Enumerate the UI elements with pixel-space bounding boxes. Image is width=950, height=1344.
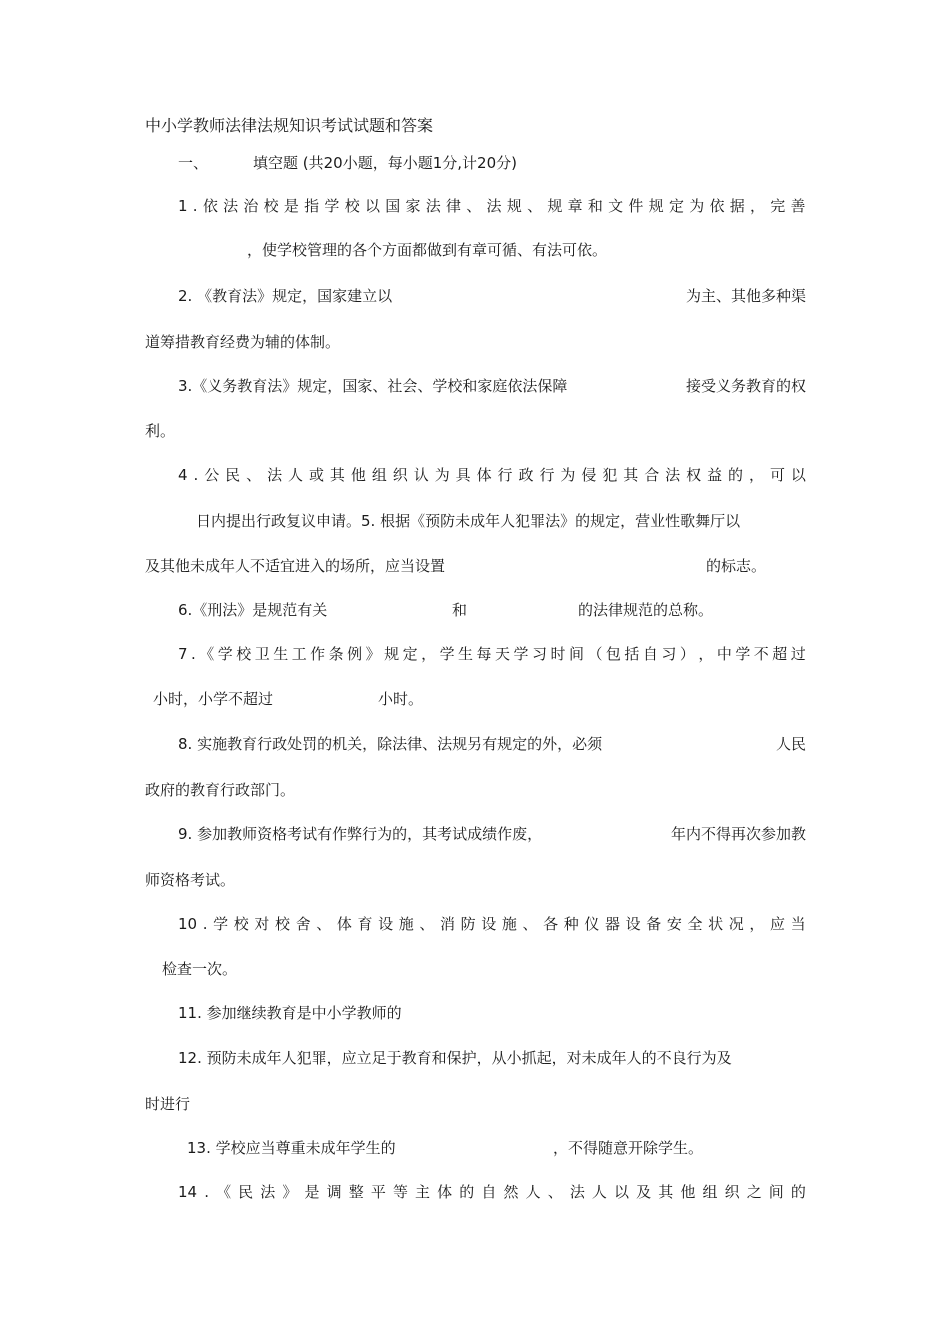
question-6-mid: 和 [452, 601, 468, 619]
text-char: 育 [357, 915, 373, 933]
question-12: 12. 预防未成年人犯罪，应立足于教育和保护，从小抓起，对未成年人的不良行为及 [178, 1049, 732, 1067]
text-char: . [204, 1183, 209, 1201]
text-char: （ [587, 645, 603, 663]
text-char: 或 [308, 466, 324, 484]
text-char: 自 [481, 1183, 497, 1201]
text-char: 权 [686, 466, 702, 484]
text-char: 侵 [581, 466, 597, 484]
text-char: 学 [513, 645, 529, 663]
text-char: ， [698, 645, 714, 663]
text-char: 生 [273, 645, 289, 663]
text-char: 校 [236, 645, 252, 663]
text-char: 每 [476, 645, 492, 663]
text-char: 、 [246, 466, 262, 484]
text-char: 工 [291, 645, 307, 663]
text-char: 况 [728, 915, 744, 933]
question-6: 6.《刑法》是规范有关 [178, 601, 328, 619]
question-11: 11. 参加继续教育是中小学教师的 [178, 1004, 402, 1022]
text-char: 据 [729, 197, 745, 215]
text-char: 家 [405, 197, 421, 215]
text-char: 平 [370, 1183, 386, 1201]
text-char: 、 [419, 915, 435, 933]
text-char: 以 [614, 1183, 630, 1201]
text-char: 法 [223, 197, 239, 215]
section-number: 一、 [178, 154, 209, 172]
text-char: 章 [567, 197, 583, 215]
text-char: 体 [437, 1183, 453, 1201]
text-char: 设 [625, 915, 641, 933]
text-char: 状 [708, 915, 724, 933]
text-char: 以 [364, 197, 380, 215]
text-char: 织 [392, 466, 408, 484]
text-char: 的 [790, 1183, 806, 1201]
text-char: 依 [202, 197, 218, 215]
question-5-right: 的标志。 [706, 557, 767, 575]
question-12-cont: 时进行 [145, 1095, 191, 1113]
text-char: 对 [254, 915, 270, 933]
question-8-cont: 政府的教育行政部门。 [145, 781, 296, 799]
text-char: 其 [623, 466, 639, 484]
text-char: . [202, 915, 208, 933]
text-char: 法 [665, 466, 681, 484]
text-char: 国 [385, 197, 401, 215]
text-char: 当 [790, 915, 806, 933]
text-char: 组 [702, 1183, 718, 1201]
text-char: 文 [608, 197, 624, 215]
text-char: 时 [550, 645, 566, 663]
text-char: 校 [233, 915, 249, 933]
question-10-cont: 检查一次。 [162, 960, 238, 978]
text-char: 织 [724, 1183, 740, 1201]
text-char: 卫 [254, 645, 270, 663]
text-char: 体 [476, 466, 492, 484]
text-char: 规 [648, 197, 664, 215]
question-7-cont-right: 小时。 [378, 690, 424, 708]
question-8: 8. 实施教育行政处罚的机关，除法律、法规另有规定的外，必须 [178, 735, 603, 753]
question-2-right: 为主、其他多种渠 [685, 287, 806, 305]
text-char: 括 [624, 645, 640, 663]
text-char: 种 [563, 915, 579, 933]
text-char: 行 [497, 466, 513, 484]
text-char: 法 [267, 466, 283, 484]
text-char: 超 [772, 645, 788, 663]
text-char: 消 [439, 915, 455, 933]
question-7 [178, 644, 806, 664]
text-char: 完 [770, 197, 786, 215]
text-char: 学 [735, 645, 751, 663]
text-char: 的 [459, 1183, 475, 1201]
text-char: 防 [460, 915, 476, 933]
text-char: ， [421, 645, 437, 663]
text-char: ， [749, 915, 765, 933]
text-char: 》 [282, 1183, 298, 1201]
text-char: 具 [455, 466, 471, 484]
text-char: 等 [392, 1183, 408, 1201]
text-char: 民 [238, 1183, 254, 1201]
text-char: 为 [434, 466, 450, 484]
text-char: 舍 [295, 915, 311, 933]
text-char: 善 [790, 197, 806, 215]
question-4 [178, 465, 806, 485]
question-1-cont: ，使学校管理的各个方面都做到有章可循、有法可依。 [247, 241, 608, 259]
text-char: 可 [769, 466, 785, 484]
text-char: ， [750, 197, 766, 215]
question-9: 9. 参加教师资格考试有作弊行为的，其考试成绩作废， [178, 825, 543, 843]
text-char: 学 [217, 645, 233, 663]
text-char: 安 [666, 915, 682, 933]
text-char: 规 [384, 645, 400, 663]
text-char: 整 [348, 1183, 364, 1201]
text-char: 习 [661, 645, 677, 663]
text-char: 间 [568, 645, 584, 663]
text-char: 公 [204, 466, 220, 484]
text-char: 为 [560, 466, 576, 484]
text-char: 行 [539, 466, 555, 484]
text-char: 定 [668, 197, 684, 215]
question-3: 3.《义务教育法》规定，国家、社会、学校和家庭依法保障 [178, 377, 568, 395]
text-char: 学 [213, 915, 229, 933]
text-char: 器 [604, 915, 620, 933]
text-char: 和 [587, 197, 603, 215]
text-char: ， [748, 466, 764, 484]
question-7-cont: 小时，小学不超过 [153, 690, 274, 708]
text-char: . [192, 197, 198, 215]
section-heading: 填空题 (共20小题，每小题1分,计20分) [253, 154, 517, 172]
text-char: 益 [707, 466, 723, 484]
text-char: 犯 [602, 466, 618, 484]
text-char: 的 [728, 466, 744, 484]
text-char: 主 [415, 1183, 431, 1201]
question-6-right: 的法律规范的总称。 [578, 601, 714, 619]
text-char: 之 [746, 1183, 762, 1201]
text-char: 校 [274, 915, 290, 933]
text-char: 应 [769, 915, 785, 933]
text-char: 学 [439, 645, 455, 663]
text-char: 、 [547, 1183, 563, 1201]
question-8-right: 人民 [775, 735, 806, 753]
text-char: 依 [709, 197, 725, 215]
text-char: 他 [680, 1183, 696, 1201]
text-char: 人 [591, 1183, 607, 1201]
text-char: 其 [658, 1183, 674, 1201]
text-char: 校 [344, 197, 360, 215]
text-char: ） [679, 645, 695, 663]
text-char: 合 [644, 466, 660, 484]
text-char: 调 [326, 1183, 342, 1201]
text-char: . [191, 645, 196, 663]
text-char: 生 [458, 645, 474, 663]
text-char: 校 [263, 197, 279, 215]
text-char: 作 [310, 645, 326, 663]
question-13-right: ，不得随意开除学生。 [553, 1139, 704, 1157]
text-char: 14 [178, 1183, 198, 1201]
text-char: 法 [569, 1183, 585, 1201]
text-char: 10 [178, 915, 198, 933]
text-char: 全 [687, 915, 703, 933]
question-9-right: 年内不得再次参加教 [670, 825, 806, 843]
text-char: 备 [646, 915, 662, 933]
text-char: 然 [503, 1183, 519, 1201]
text-char: 设 [481, 915, 497, 933]
text-char: 中 [716, 645, 732, 663]
text-char: 治 [243, 197, 259, 215]
text-char: 法 [486, 197, 502, 215]
question-13: 13. 学校应当尊重未成年学生的 [187, 1139, 396, 1157]
text-char: 包 [605, 645, 621, 663]
text-char: 其 [329, 466, 345, 484]
text-char: 人 [525, 1183, 541, 1201]
text-char: 民 [225, 466, 241, 484]
text-char: 条 [328, 645, 344, 663]
text-char: 法 [260, 1183, 276, 1201]
question-1 [178, 196, 806, 216]
text-char: 《 [199, 645, 215, 663]
text-char: 、 [466, 197, 482, 215]
text-char: 《 [216, 1183, 232, 1201]
text-char: 组 [371, 466, 387, 484]
text-char: 是 [283, 197, 299, 215]
text-char: 习 [531, 645, 547, 663]
text-char: 政 [518, 466, 534, 484]
text-char: 规 [547, 197, 563, 215]
text-char: 及 [636, 1183, 652, 1201]
text-char: 自 [642, 645, 658, 663]
text-char: 施 [501, 915, 517, 933]
question-2-cont: 道筹措教育经费为辅的体制。 [145, 333, 341, 351]
text-char: 认 [413, 466, 429, 484]
question-2: 2. 《教育法》规定，国家建立以 [178, 287, 393, 305]
text-char: 过 [790, 645, 806, 663]
text-char: 、 [527, 197, 543, 215]
text-char: 例 [347, 645, 363, 663]
text-char: 法 [425, 197, 441, 215]
text-char: 人 [288, 466, 304, 484]
text-char: 学 [324, 197, 340, 215]
text-char: 他 [350, 466, 366, 484]
question-5: 及其他未成年人不适宜进入的场所，应当设置 [145, 557, 446, 575]
text-char: 为 [689, 197, 705, 215]
text-char: 设 [378, 915, 394, 933]
text-char: 各 [543, 915, 559, 933]
text-char: 以 [790, 466, 806, 484]
text-char: 、 [522, 915, 538, 933]
text-char: 间 [768, 1183, 784, 1201]
question-14 [178, 1182, 806, 1202]
text-char: 天 [495, 645, 511, 663]
text-char: 是 [304, 1183, 320, 1201]
text-char: 定 [402, 645, 418, 663]
text-char: 7 [178, 645, 188, 663]
text-char: 4 [178, 466, 188, 484]
text-char: 1 [178, 197, 188, 215]
text-char: 体 [336, 915, 352, 933]
question-3-right: 接受义务教育的权 [685, 377, 806, 395]
text-char: 施 [398, 915, 414, 933]
text-char: 不 [753, 645, 769, 663]
text-char: . [193, 466, 199, 484]
question-10 [178, 914, 806, 934]
text-char: 指 [304, 197, 320, 215]
question-9-cont: 师资格考试。 [145, 871, 236, 889]
question-3-cont: 利。 [145, 422, 176, 440]
question-4-cont: 日内提出行政复议申请。5. 根据《预防未成年人犯罪法》的规定，营业性歌舞厅以 [196, 512, 741, 530]
text-char: 》 [365, 645, 381, 663]
page-title: 中小学教师法律法规知识考试试题和答案 [145, 116, 434, 135]
text-char: 仪 [584, 915, 600, 933]
text-char: 、 [316, 915, 332, 933]
text-char: 件 [628, 197, 644, 215]
text-char: 规 [506, 197, 522, 215]
text-char: 律 [446, 197, 462, 215]
